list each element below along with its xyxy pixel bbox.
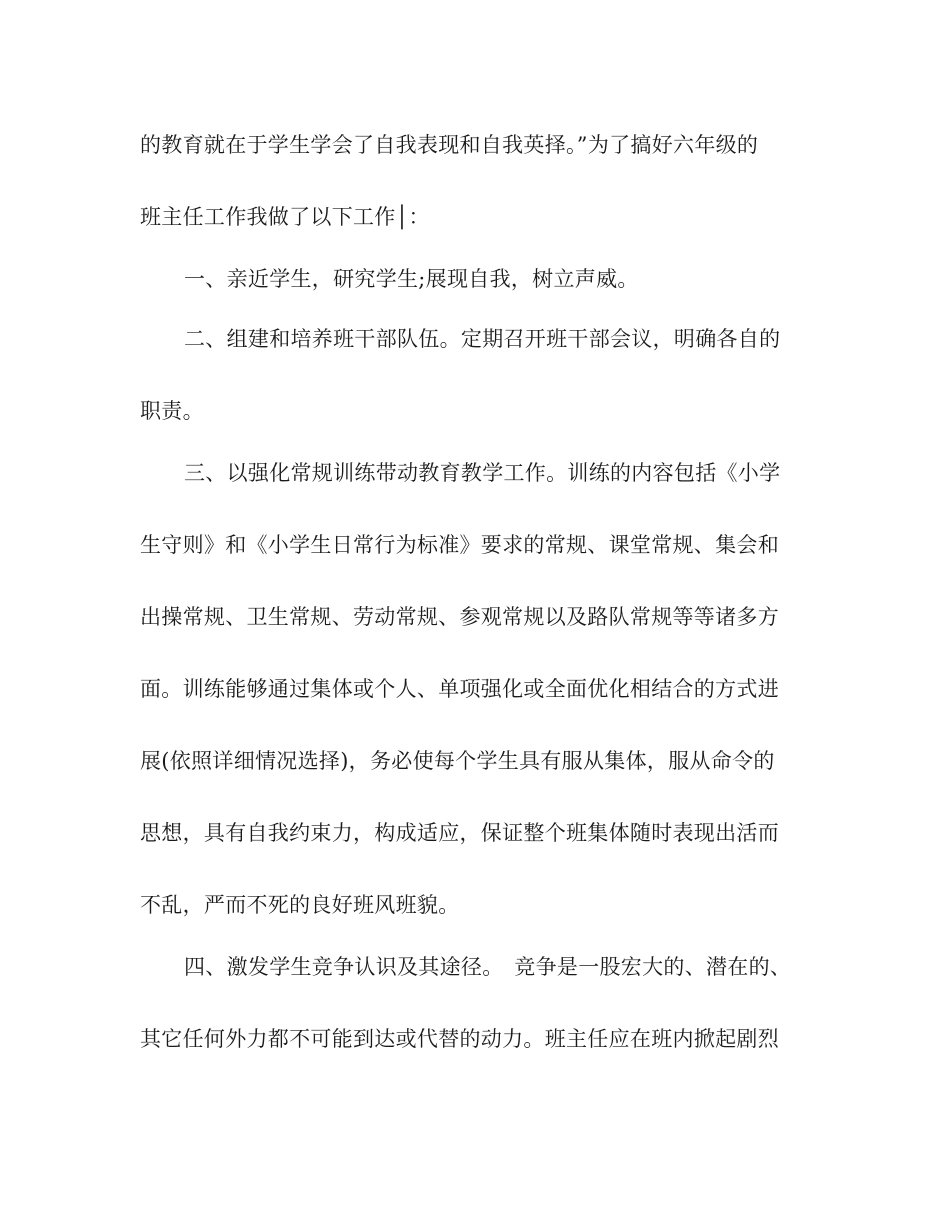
text-line: 生守则》和《小学生日常行为标准》要求的常规、课堂常规、集会和	[140, 533, 779, 557]
text-line: 思想，具有自我约束力，构成适应，保证整个班集体随时表现出活而	[140, 821, 779, 845]
paragraph-heading-3: 三、以强化常规训练带动教育教学工作。训练的内容包括《小学	[184, 461, 781, 485]
text-line: 展(依照详细情况选择)，务必使每个学生具有服从集体，服从命令的	[140, 749, 775, 773]
text-line: 出操常规、卫生常规、劳动常规、参观常规以及路队常规等等诸多方	[140, 605, 779, 629]
paragraph-heading-1: 一、亲近学生，研究学生;展现自我，树立声威。	[184, 267, 639, 291]
text-line: 不乱，严而不死的良好班风班貌。	[140, 893, 460, 917]
text-line: 班主任工作我做了以下工作│：	[140, 205, 430, 229]
text-line: 其它任何外力都不可能到达或代替的动力。班主任应在班内掀起剧烈	[140, 1027, 779, 1051]
text-line: 面。训练能够通过集体或个人、单项强化或全面优化相结合的方式进	[140, 677, 779, 701]
paragraph-heading-4: 四、激发学生竞争认识及其途径。 竞争是一股宏大的、潜在的、	[184, 955, 792, 979]
text-line: 的教育就在于学生学会了自我表现和自我英择。”为了搞好六年级的	[140, 133, 759, 157]
text-line: 职责。	[140, 399, 204, 423]
paragraph-heading-2: 二、组建和培养班干部队伍。定期召开班干部会议，明确各自的	[184, 327, 781, 351]
